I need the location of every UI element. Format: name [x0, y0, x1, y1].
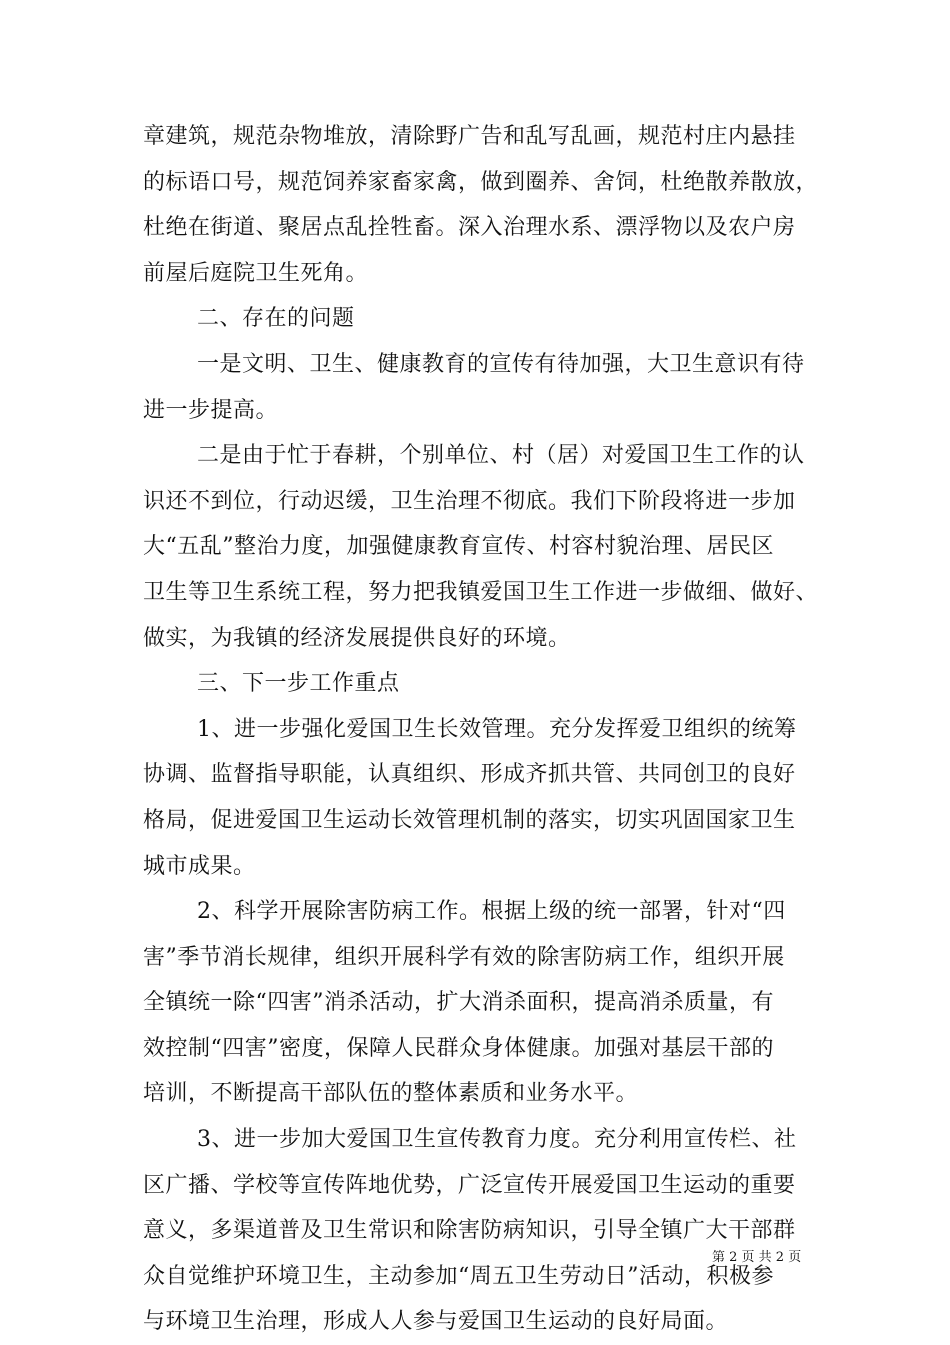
page-number-footer: 第 2 页 共 2 页: [712, 1250, 802, 1265]
text-line: 大“五乱”整治力度，加强健康教育宣传、村容村貌治理、居民区: [143, 534, 774, 560]
text-line: 城市成果。: [143, 853, 256, 879]
text-line: 章建筑，规范杂物堆放，清除野广告和乱写乱画，规范村庄内悬挂: [143, 124, 796, 149]
text-line: 1、进一步强化爱国卫生长效管理。充分发挥爱卫组织的统筹: [197, 716, 797, 742]
text-line: 做实，为我镇的经济发展提供良好的环境。: [143, 625, 571, 651]
text-line: 前屋后庭院卫生死角。: [143, 260, 369, 286]
text-line: 培训，不断提高干部队伍的整体素质和业务水平。: [143, 1081, 639, 1107]
section-heading-next-steps: 三、下一步工作重点: [197, 671, 400, 697]
text-line: 二是由于忙于春耕，个别单位、村（居）对爱国卫生工作的认: [197, 443, 805, 469]
text-line: 识还不到位，行动迟缓，卫生治理不彻底。我们下阶段将进一步加: [143, 488, 796, 514]
text-line: 格局，促进爱国卫生运动长效管理机制的落实，切实巩固国家卫生: [143, 807, 796, 833]
text-line: 区广播、学校等宣传阵地优势，广泛宣传开展爱国卫生运动的重要: [143, 1172, 796, 1198]
text-line: 害”季节消长规律，组织开展科学有效的除害防病工作，组织开展: [143, 944, 785, 970]
text-line: 的标语口号，规范饲养家畜家禽，做到圈养、舍饲，杜绝散养散放，: [143, 169, 819, 195]
text-line: 一是文明、卫生、健康教育的宣传有待加强，大卫生意识有待: [197, 351, 805, 377]
text-line: 效控制“四害”密度，保障人民群众身体健康。加强对基层干部的: [143, 1035, 774, 1061]
section-heading-problems: 二、存在的问题: [197, 306, 355, 332]
text-line: 2、科学开展除害防病工作。根据上级的统一部署，针对“四: [197, 899, 786, 925]
text-line: 协调、监督指导职能，认真组织、形成齐抓共管、共同创卫的良好: [143, 762, 796, 788]
text-line: 杜绝在街道、聚居点乱拴牲畜。深入治理水系、漂浮物以及农户房: [143, 215, 796, 241]
text-line: 众自觉维护环境卫生，主动参加“周五卫生劳动日”活动，积极参: [143, 1263, 774, 1289]
text-line: 3、进一步加大爱国卫生宣传教育力度。充分利用宣传栏、社: [197, 1127, 797, 1153]
text-line: 全镇统一除“四害”消杀活动，扩大消杀面积，提高消杀质量，有: [143, 990, 774, 1016]
text-line: 进一步提高。: [143, 397, 279, 423]
text-line: 与环境卫生治理，形成人人参与爱国卫生运动的良好局面。: [143, 1309, 729, 1335]
document-body: [143, 114, 823, 1345]
text-line: 卫生等卫生系统工程，努力把我镇爱国卫生工作进一步做细、做好、: [143, 579, 819, 605]
text-line: 意义，多渠道普及卫生常识和除害防病知识，引导全镇广大干部群: [143, 1218, 796, 1244]
